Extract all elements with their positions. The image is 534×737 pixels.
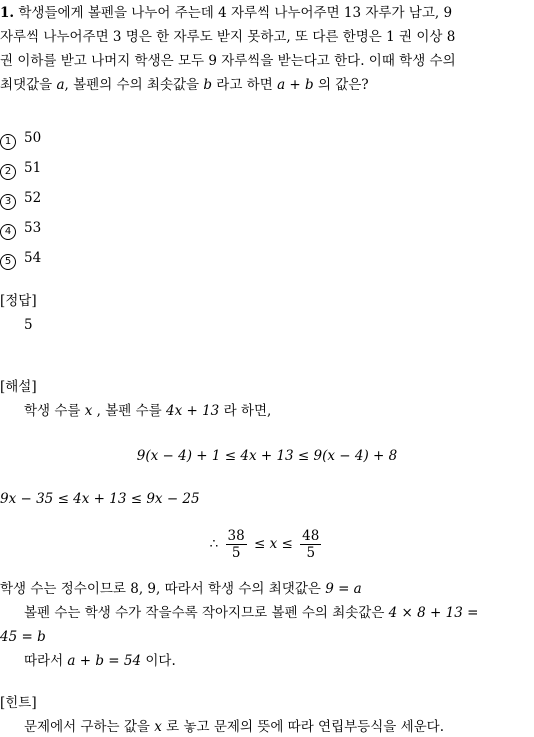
expr-min-pens: 4 × 8 + 13 = <box>388 605 479 621</box>
question-text-4a: 최댓값을 <box>0 77 57 93</box>
solution-final-a: 따라서 <box>24 653 68 669</box>
option-4-mark: 4 <box>0 224 16 240</box>
solution-pens-line <box>24 604 478 622</box>
option-5[interactable] <box>0 249 41 270</box>
hint-text-b: 로 놓고 문제의 뜻에 따라 연립부등식을 세운다. <box>161 719 444 735</box>
therefore-symbol: ∴ <box>209 536 219 552</box>
option-4-value: 53 <box>24 220 42 236</box>
hint-var-x: x <box>154 719 162 735</box>
option-3-mark: 3 <box>0 194 16 210</box>
option-2-value: 51 <box>24 160 42 176</box>
option-2[interactable] <box>0 159 41 180</box>
solution-students-line <box>0 580 362 598</box>
fraction-38-5 <box>226 528 247 561</box>
fraction-1-denominator: 5 <box>231 545 241 561</box>
solution-intro-b: , 볼펜 수를 <box>92 403 166 419</box>
option-5-mark: 5 <box>0 254 16 270</box>
question-line-3: 권 이하를 받고 나머지 학생은 모두 9 자루씩을 받는다고 한다. 이때 학생 수의 <box>0 53 456 69</box>
option-1-value: 50 <box>24 130 42 146</box>
var-a: a <box>56 77 65 93</box>
option-2-mark: 2 <box>0 164 16 180</box>
option-1-mark: 1 <box>0 134 16 150</box>
question-text-1: 학생들에게 볼펜을 나누어 주는데 4 자루씩 나누어주면 13 자루가 남고, 9 <box>18 5 453 21</box>
solution-intro-c: 라 하면, <box>219 403 272 419</box>
equation-3 <box>0 526 534 562</box>
answer-label: [정답] <box>0 293 37 309</box>
expr-final: a + b = 54 <box>67 653 142 669</box>
question-text-4d: 의 값은? <box>313 77 369 93</box>
fraction-1-numerator: 38 <box>227 528 245 544</box>
fraction-2-denominator: 5 <box>306 545 316 561</box>
fraction-48-5 <box>300 528 321 561</box>
solution-intro <box>24 402 271 420</box>
question-line-4 <box>0 76 369 94</box>
expr-pens: 4x + 13 <box>166 403 220 419</box>
answer-value: 5 <box>24 317 33 333</box>
question-number: 1. <box>0 5 15 21</box>
equation-3-middle: ≤ x ≤ <box>254 536 293 552</box>
option-3-value: 52 <box>24 190 42 206</box>
solution-intro-a: 학생 수를 <box>24 403 85 419</box>
question-line-1 <box>0 4 452 22</box>
solution-pens-text: 볼펜 수는 학생 수가 작을수록 작아지므로 볼펜 수의 최솟값은 <box>24 605 389 621</box>
solution-final-line <box>24 652 176 670</box>
equation-2: 9x − 35 ≤ 4x + 13 ≤ 9x − 25 <box>0 491 200 507</box>
option-4[interactable] <box>0 219 41 240</box>
solution-pens-cont: 45 = b <box>0 629 46 645</box>
hint-label: [힌트] <box>0 695 37 711</box>
option-3[interactable] <box>0 189 41 210</box>
equation-1: 9(x − 4) + 1 ≤ 4x + 13 ≤ 9(x − 4) + 8 <box>136 448 398 464</box>
question-text-4b: , 볼펜의 수의 최솟값을 <box>64 77 204 93</box>
solution-students-text: 학생 수는 정수이므로 8, 9, 따라서 학생 수의 최댓값은 <box>0 581 326 597</box>
expr-a-plus-b: a + b <box>277 77 314 93</box>
fraction-2-numerator: 48 <box>302 528 320 544</box>
expr-max-students: 9 = a <box>325 581 362 597</box>
var-b: b <box>203 77 213 93</box>
hint-text-a: 문제에서 구하는 값을 <box>24 719 155 735</box>
question-text-4c: 라고 하면 <box>212 77 278 93</box>
question-line-2: 자루씩 나누어주면 3 명은 한 자루도 받지 못하고, 또 다른 한명은 1 권 이상 8 <box>0 29 456 45</box>
option-5-value: 54 <box>24 250 42 266</box>
solution-label: [해설] <box>0 379 37 395</box>
var-x: x <box>84 403 93 419</box>
option-1[interactable] <box>0 129 41 150</box>
solution-final-b: 이다. <box>141 653 176 669</box>
hint-text <box>24 718 444 736</box>
